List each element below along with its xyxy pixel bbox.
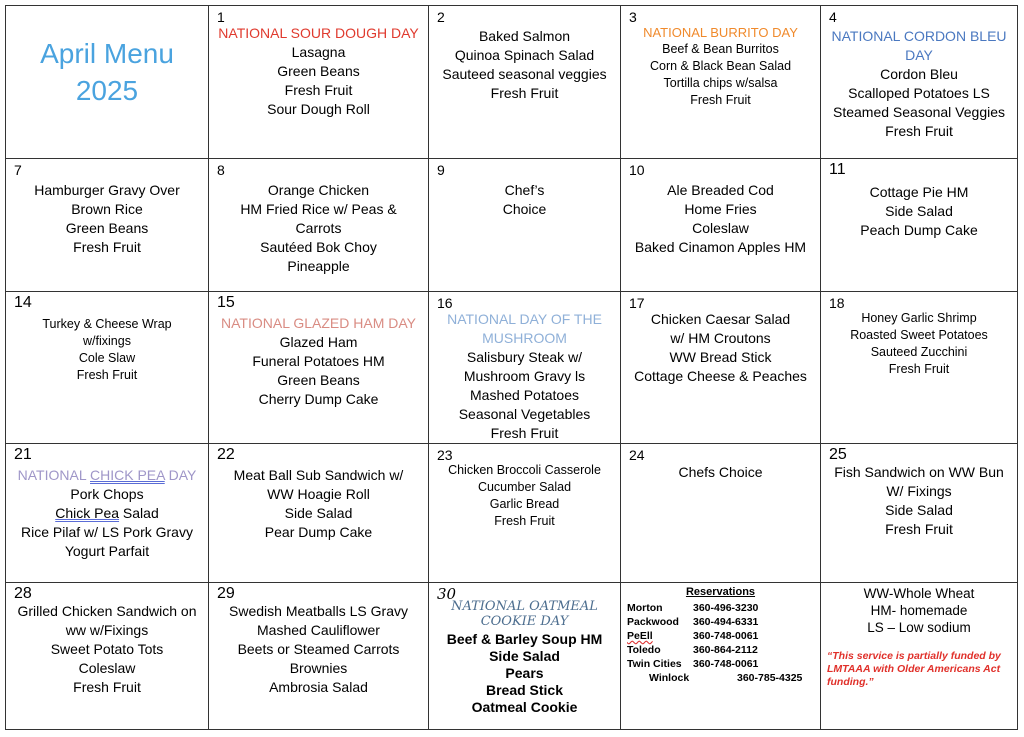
- menu-item: Carrots: [295, 220, 342, 236]
- menu-item: Chick Pea Salad: [55, 505, 159, 521]
- menu-item: Peach Dump Cake: [860, 222, 978, 238]
- menu-item: Pear Dump Cake: [264, 524, 373, 540]
- menu-item: Pears: [505, 665, 544, 681]
- day-number: 29: [217, 585, 235, 602]
- day-number: 17: [629, 295, 645, 311]
- day-number: 18: [829, 295, 845, 311]
- menu-item: Bread Stick: [485, 682, 564, 698]
- national-day-label: NATIONAL DAY OF THE: [447, 311, 602, 327]
- menu-item: w/ HM Croutons: [670, 330, 771, 346]
- menu-item: W/ Fixings: [886, 483, 952, 499]
- menu-item: Chef’s: [504, 182, 545, 198]
- day-cell: [6, 292, 209, 444]
- national-day-label: DAY: [905, 47, 933, 63]
- menu-item: Green Beans: [65, 220, 149, 236]
- menu-item: Fresh Fruit: [885, 521, 953, 537]
- menu-item: Fresh Fruit: [888, 362, 950, 376]
- menu-item: Coleslaw: [692, 220, 749, 236]
- menu-item: Chicken Caesar Salad: [650, 311, 791, 327]
- menu-item: Sauteed seasonal veggies: [442, 66, 607, 82]
- menu-item: Mushroom Gravy ls: [463, 368, 586, 384]
- menu-item: Sauteed Zucchini: [870, 345, 968, 359]
- menu-item: Fresh Fruit: [490, 85, 559, 101]
- menu-item: Oatmeal Cookie: [471, 699, 578, 715]
- day-cell: [429, 159, 621, 292]
- day-number: 1: [217, 9, 225, 25]
- menu-item: Roasted Sweet Potatoes: [850, 328, 988, 342]
- menu-item: Quinoa Spinach Salad: [454, 47, 595, 63]
- menu-item: Fresh Fruit: [490, 425, 559, 441]
- menu-item: Scalloped Potatoes LS: [848, 85, 990, 101]
- reservation-row: PeEll 360-748-0061: [627, 630, 759, 642]
- menu-item: Ale Breaded Cod: [667, 182, 774, 198]
- menu-item: Yogurt Parfait: [64, 543, 150, 559]
- menu-item: Fresh Fruit: [885, 123, 953, 139]
- day-number: 8: [217, 162, 225, 178]
- menu-item: HM Fried Rice w/ Peas &: [240, 201, 397, 217]
- menu-item: Honey Garlic Shrimp: [861, 311, 977, 325]
- menu-item: Cordon Bleu: [880, 66, 958, 82]
- day-number: 9: [437, 162, 445, 178]
- day-number: 30: [437, 585, 457, 603]
- menu-item: Mashed Potatoes: [470, 387, 579, 403]
- national-day-label: NATIONAL OATMEAL: [451, 599, 598, 614]
- day-number: 28: [14, 585, 32, 602]
- day-cell: [429, 6, 621, 159]
- reservation-row: Toledo 360-864-2112: [627, 644, 758, 656]
- reservation-row: Winlock 360-785-4325: [649, 672, 803, 684]
- page-title: April Menu 2025: [40, 38, 174, 106]
- menu-item: Fresh Fruit: [690, 93, 751, 107]
- menu-item: Fresh Fruit: [284, 82, 353, 98]
- menu-item: Seasonal Vegetables: [458, 406, 591, 422]
- title-cell: [6, 6, 209, 159]
- menu-item: Fresh Fruit: [494, 514, 555, 528]
- menu-item: Pineapple: [287, 258, 350, 274]
- funding-note: “This service is partially funded by LMTAAA with Older Americans Act funding.”: [827, 650, 1001, 688]
- menu-item: Lasagna: [291, 44, 346, 60]
- menu-item: Orange Chicken: [267, 182, 370, 198]
- national-day-label: MUSHROOM: [482, 330, 567, 346]
- menu-item: Side Salad: [489, 648, 560, 664]
- menu-item: Glazed Ham: [279, 334, 358, 350]
- day-cell: [621, 6, 821, 159]
- legend-cell: [821, 583, 1018, 730]
- menu-item: Beets or Steamed Carrots: [237, 641, 400, 657]
- day-cell: [821, 6, 1018, 159]
- day-cell: [209, 159, 429, 292]
- menu-item: Green Beans: [277, 372, 360, 388]
- day-cell: [621, 292, 821, 444]
- menu-item: Garlic Bread: [489, 497, 560, 511]
- day-number: 25: [829, 446, 847, 463]
- legend-item: LS – Low sodium: [867, 620, 971, 635]
- day-cell: [6, 159, 209, 292]
- menu-item: Cherry Dump Cake: [258, 391, 379, 407]
- menu-item: Brown Rice: [71, 201, 143, 217]
- menu-item: Green Beans: [277, 63, 360, 79]
- national-day-label: NATIONAL CORDON BLEU: [831, 28, 1007, 44]
- menu-item: Beef & Barley Soup HM: [446, 631, 603, 647]
- menu-item: Chicken Broccoli Casserole: [448, 463, 601, 477]
- menu-item: Pork Chops: [70, 486, 144, 502]
- day-number: 11: [829, 161, 846, 178]
- day-number: 2: [437, 9, 445, 25]
- menu-item: Sour Dough Roll: [267, 101, 370, 117]
- day-cell: [6, 444, 209, 583]
- national-day-label: NATIONAL CHICK PEA DAY: [17, 467, 197, 483]
- menu-item: Chefs Choice: [678, 464, 763, 480]
- national-day-label: NATIONAL SOUR DOUGH DAY: [218, 25, 419, 41]
- day-cell: [621, 444, 821, 583]
- day-cell: [821, 444, 1018, 583]
- day-cell: [209, 292, 429, 444]
- menu-item: Baked Cinamon Apples HM: [634, 239, 807, 255]
- day-cell: [621, 159, 821, 292]
- menu-item: Coleslaw: [78, 660, 136, 676]
- menu-item: Steamed Seasonal Veggies: [832, 104, 1005, 120]
- menu-item: Beef & Bean Burritos: [662, 42, 779, 56]
- menu-item: Cottage Cheese & Peaches: [634, 368, 807, 384]
- menu-calendar: [5, 5, 1018, 730]
- menu-item: Corn & Black Bean Salad: [649, 59, 792, 73]
- national-day-label: NATIONAL BURRITO DAY: [643, 25, 798, 40]
- menu-item: Grilled Chicken Sandwich on: [17, 603, 197, 619]
- menu-item: Fresh Fruit: [76, 368, 138, 382]
- day-cell: [429, 444, 621, 583]
- menu-item: Mashed Cauliflower: [257, 622, 380, 638]
- menu-item: Fish Sandwich on WW Bun: [834, 464, 1004, 480]
- menu-item: Brownies: [289, 660, 348, 676]
- day-cell: [6, 583, 209, 730]
- menu-item: Home Fries: [684, 201, 757, 217]
- reservations-heading: Reservations: [685, 586, 756, 598]
- menu-item: Sautéed Bok Choy: [260, 239, 377, 255]
- menu-item: Sweet Potato Tots: [50, 641, 164, 657]
- legend-item: WW-Whole Wheat: [863, 586, 975, 601]
- legend-item: HM- homemade: [870, 603, 968, 618]
- day-number: 7: [14, 162, 22, 178]
- day-cell: [821, 159, 1018, 292]
- day-number: 10: [629, 162, 645, 178]
- menu-item: Side Salad: [885, 502, 953, 518]
- menu-item: Cucumber Salad: [477, 480, 572, 494]
- menu-item: Fresh Fruit: [73, 679, 141, 695]
- day-cell: [209, 444, 429, 583]
- day-number: 3: [629, 9, 637, 25]
- menu-item: Cottage Pie HM: [869, 184, 969, 200]
- day-cell: [209, 6, 429, 159]
- menu-item: Ambrosia Salad: [269, 679, 368, 695]
- menu-item: Baked Salmon: [478, 28, 571, 44]
- menu-item: Choice: [502, 201, 547, 217]
- menu-item: WW Hoagie Roll: [267, 486, 370, 502]
- menu-item: Cole Slaw: [78, 351, 136, 365]
- menu-item: Swedish Meatballs LS Gravy: [229, 603, 408, 619]
- day-cell: [209, 583, 429, 730]
- day-number: 14: [14, 294, 32, 311]
- reservations-cell: [621, 583, 821, 730]
- day-number: 23: [437, 447, 453, 463]
- menu-item: WW Bread Stick: [669, 349, 772, 365]
- menu-item: Side Salad: [885, 203, 953, 219]
- reservation-row: Twin Cities 360-748-0061: [627, 658, 759, 670]
- menu-item: Fresh Fruit: [73, 239, 141, 255]
- menu-item: Turkey & Cheese Wrap: [42, 317, 172, 331]
- day-cell: [821, 292, 1018, 444]
- national-day-label: COOKIE DAY: [480, 614, 569, 629]
- day-number: 22: [217, 446, 235, 463]
- menu-item: Hamburger Gravy Over: [34, 182, 180, 198]
- menu-item: ww w/Fixings: [65, 622, 149, 638]
- menu-item: Tortilla chips w/salsa: [663, 76, 778, 90]
- menu-item: Rice Pilaf w/ LS Pork Gravy: [21, 524, 193, 540]
- menu-item: Salisbury Steak w/: [466, 349, 583, 365]
- reservation-row: Morton 360-496-3230: [627, 602, 759, 614]
- menu-item: Meat Ball Sub Sandwich w/: [233, 467, 404, 483]
- day-number: 4: [829, 9, 837, 25]
- day-number: 16: [437, 295, 453, 311]
- day-number: 15: [217, 294, 235, 311]
- menu-item: w/fixings: [83, 334, 131, 348]
- day-cell: [429, 292, 621, 444]
- national-day-label: NATIONAL GLAZED HAM DAY: [221, 315, 416, 331]
- day-number: 21: [14, 446, 32, 463]
- day-cell: [429, 583, 621, 730]
- day-number: 24: [629, 447, 645, 463]
- reservation-row: Packwood 360-494-6331: [627, 616, 759, 628]
- menu-item: Funeral Potatoes HM: [252, 353, 385, 369]
- menu-item: Side Salad: [284, 505, 353, 521]
